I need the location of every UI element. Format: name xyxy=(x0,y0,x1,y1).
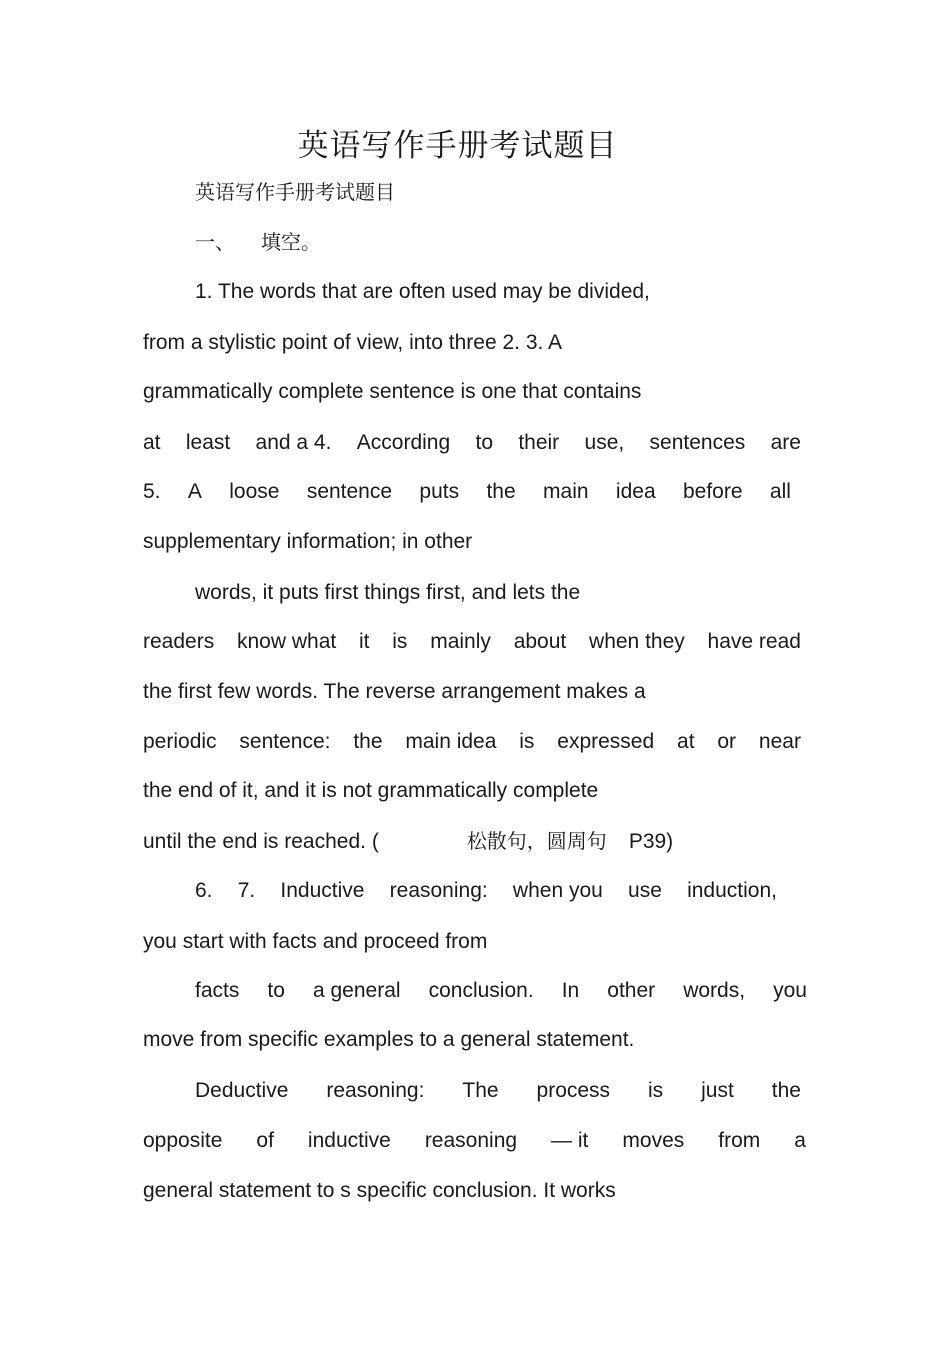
word: reasoning: xyxy=(389,879,488,902)
word: about xyxy=(513,630,567,653)
word: the xyxy=(353,730,383,753)
word: puts xyxy=(419,480,460,503)
word: moves xyxy=(622,1129,685,1152)
text-line-with-note xyxy=(143,827,673,855)
text-line: words, it puts first things first, and lets the xyxy=(195,581,581,604)
word: have read xyxy=(707,630,801,653)
section-label: 填空。 xyxy=(261,230,321,254)
word: other xyxy=(607,979,656,1002)
justified-line xyxy=(195,977,807,1005)
word: least xyxy=(185,431,231,454)
word: the xyxy=(486,480,516,503)
word: 7. xyxy=(237,879,256,902)
word: facts xyxy=(195,979,240,1002)
word: mainly xyxy=(430,630,491,653)
page-reference: P39) xyxy=(628,830,674,853)
word: you xyxy=(773,979,807,1002)
word: is xyxy=(648,1079,664,1102)
word: loose xyxy=(229,480,280,503)
word: all xyxy=(769,480,791,503)
word: inductive xyxy=(307,1129,391,1152)
text-line: you start with facts and proceed from xyxy=(143,930,488,953)
word: before xyxy=(682,480,743,503)
word: at xyxy=(143,431,161,454)
word: idea xyxy=(615,480,656,503)
word: when you xyxy=(512,879,603,902)
text-line: grammatically complete sentence is one that contains xyxy=(143,380,642,403)
word: — it xyxy=(551,1129,589,1152)
word: near xyxy=(758,730,801,753)
word: and a 4. xyxy=(255,431,332,454)
word: opposite xyxy=(143,1129,223,1152)
chinese-note: 松散句，圆周句 xyxy=(466,829,607,853)
text-line: the first few words. The reverse arrangement makes a xyxy=(143,680,646,703)
word: In xyxy=(561,979,580,1002)
word: their xyxy=(518,431,560,454)
word: words, xyxy=(683,979,746,1002)
page-title: 英语写作手册考试题目 xyxy=(297,128,618,164)
text-line: 1. The words that are often used may be divided, xyxy=(195,280,650,303)
text-line: general statement to s specific conclusion. It works xyxy=(143,1179,616,1202)
section-heading xyxy=(195,228,321,256)
word: main idea xyxy=(405,730,497,753)
word: 6. xyxy=(195,879,213,902)
text-segment: until the end is reached. ( xyxy=(143,830,379,853)
word: know what xyxy=(236,630,337,653)
justified-line xyxy=(143,1127,806,1155)
word: to xyxy=(267,979,285,1002)
word: of xyxy=(256,1129,274,1152)
word: Deductive xyxy=(195,1079,289,1102)
word: to xyxy=(475,431,493,454)
word: at xyxy=(677,730,695,753)
word: from xyxy=(718,1129,761,1152)
text-line: from a stylistic point of view, into three 2. 3. A xyxy=(143,331,563,354)
word: According xyxy=(356,431,451,454)
word: Inductive xyxy=(280,879,365,902)
text-line: the end of it, and it is not grammatically complete xyxy=(143,779,599,802)
word: are xyxy=(770,431,801,454)
word: process xyxy=(536,1079,611,1102)
word: sentence: xyxy=(239,730,331,753)
justified-line xyxy=(195,877,777,905)
word: or xyxy=(717,730,737,753)
word: conclusion. xyxy=(428,979,534,1002)
word: sentence xyxy=(306,480,393,503)
justified-line xyxy=(143,478,791,506)
justified-line xyxy=(195,1077,801,1105)
justified-line xyxy=(143,728,801,756)
word: sentences xyxy=(649,431,746,454)
text-line: supplementary information; in other xyxy=(143,530,473,553)
word: reasoning xyxy=(424,1129,518,1152)
justified-line xyxy=(143,628,801,656)
word: the xyxy=(771,1079,801,1102)
word: just xyxy=(701,1079,734,1102)
text-line: move from specific examples to a general statement. xyxy=(143,1028,635,1051)
word: is xyxy=(392,630,408,653)
word: periodic xyxy=(143,730,217,753)
word: 5. xyxy=(143,480,161,503)
word: is xyxy=(519,730,535,753)
word: expressed xyxy=(557,730,655,753)
word: a xyxy=(794,1129,806,1152)
word: The xyxy=(462,1079,499,1102)
word: A xyxy=(187,480,202,503)
word: it xyxy=(358,630,370,653)
word: induction, xyxy=(687,879,777,902)
subtitle: 英语写作手册考试题目 xyxy=(195,180,395,204)
word: readers xyxy=(143,630,215,653)
word: when they xyxy=(589,630,685,653)
word: main xyxy=(543,480,589,503)
justified-line xyxy=(143,429,801,457)
word: use xyxy=(628,879,662,902)
word: use, xyxy=(584,431,625,454)
word: reasoning: xyxy=(326,1079,425,1102)
section-marker: 一、 xyxy=(195,230,235,254)
word: a general xyxy=(312,979,401,1002)
